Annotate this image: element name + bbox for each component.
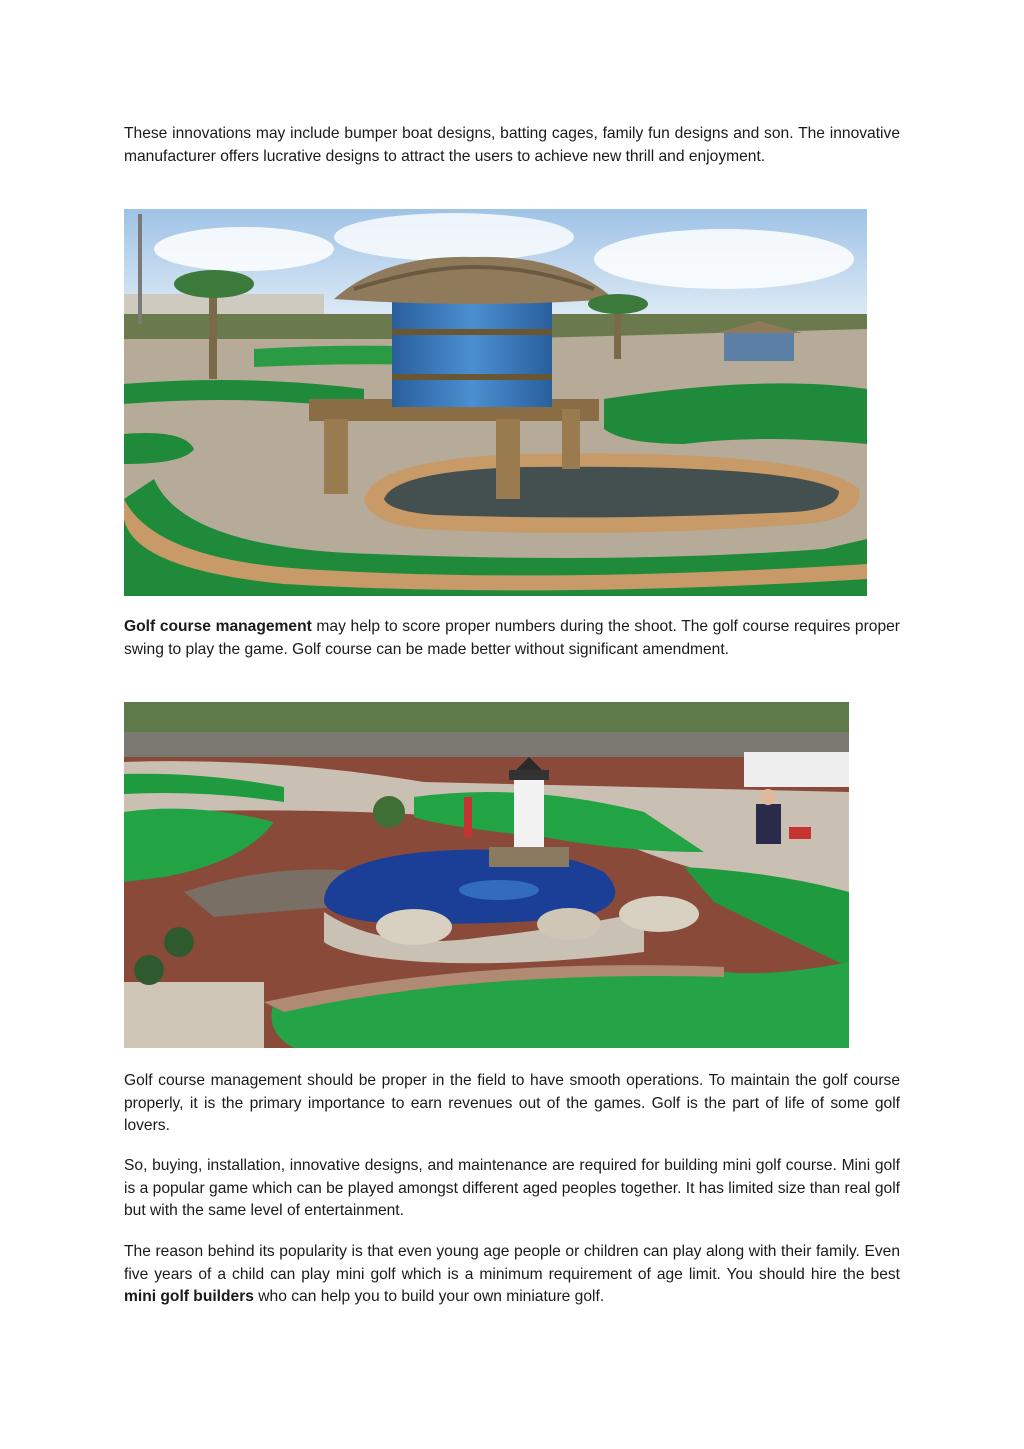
paragraph-text-after: who can help you to build your own miniature golf.: [253, 1288, 605, 1305]
paragraph-popularity: [124, 1241, 900, 1309]
paragraph-building-mini-golf: So, buying, installation, innovative designs, and maintenance are required for building mini golf course. Mini golf is a popular game which can be played amongst different aged peoples together. It has limited size than real golf but with the same level of entertainment.: [124, 1157, 900, 1219]
paragraph-golf-course-management: [124, 616, 900, 661]
paragraph-text: may help to score proper numbers during the shoot. The golf course requires proper swing to play the game. Golf course can be made better without significant amendment.: [124, 618, 901, 658]
bold-phrase-golf-course-management: Golf course management: [124, 618, 312, 635]
mini-golf-lighthouse-photo: [124, 702, 849, 1048]
paragraph-text-before: The reason behind its popularity is that even young age people or children can play along with their family. Even five years of a child can play mini golf which is a minimum requirement of age limit. You should hire the best: [124, 1243, 900, 1283]
paragraph-intro: These innovations may include bumper boat designs, batting cages, family fun designs and son. The innovative manufacturer offers lucrative designs to attract the users to achieve new thrill and enjoyment.: [124, 125, 900, 165]
paragraph-management-operations: Golf course management should be proper in the field to have smooth operations. To maintain the golf course properly, it is the primary importance to earn revenues out of the games. Golf is the part of life of some golf lovers.: [124, 1072, 900, 1134]
bold-phrase-mini-golf-builders: mini golf builders: [124, 1288, 254, 1305]
mini-golf-water-tower-photo: [124, 209, 867, 596]
